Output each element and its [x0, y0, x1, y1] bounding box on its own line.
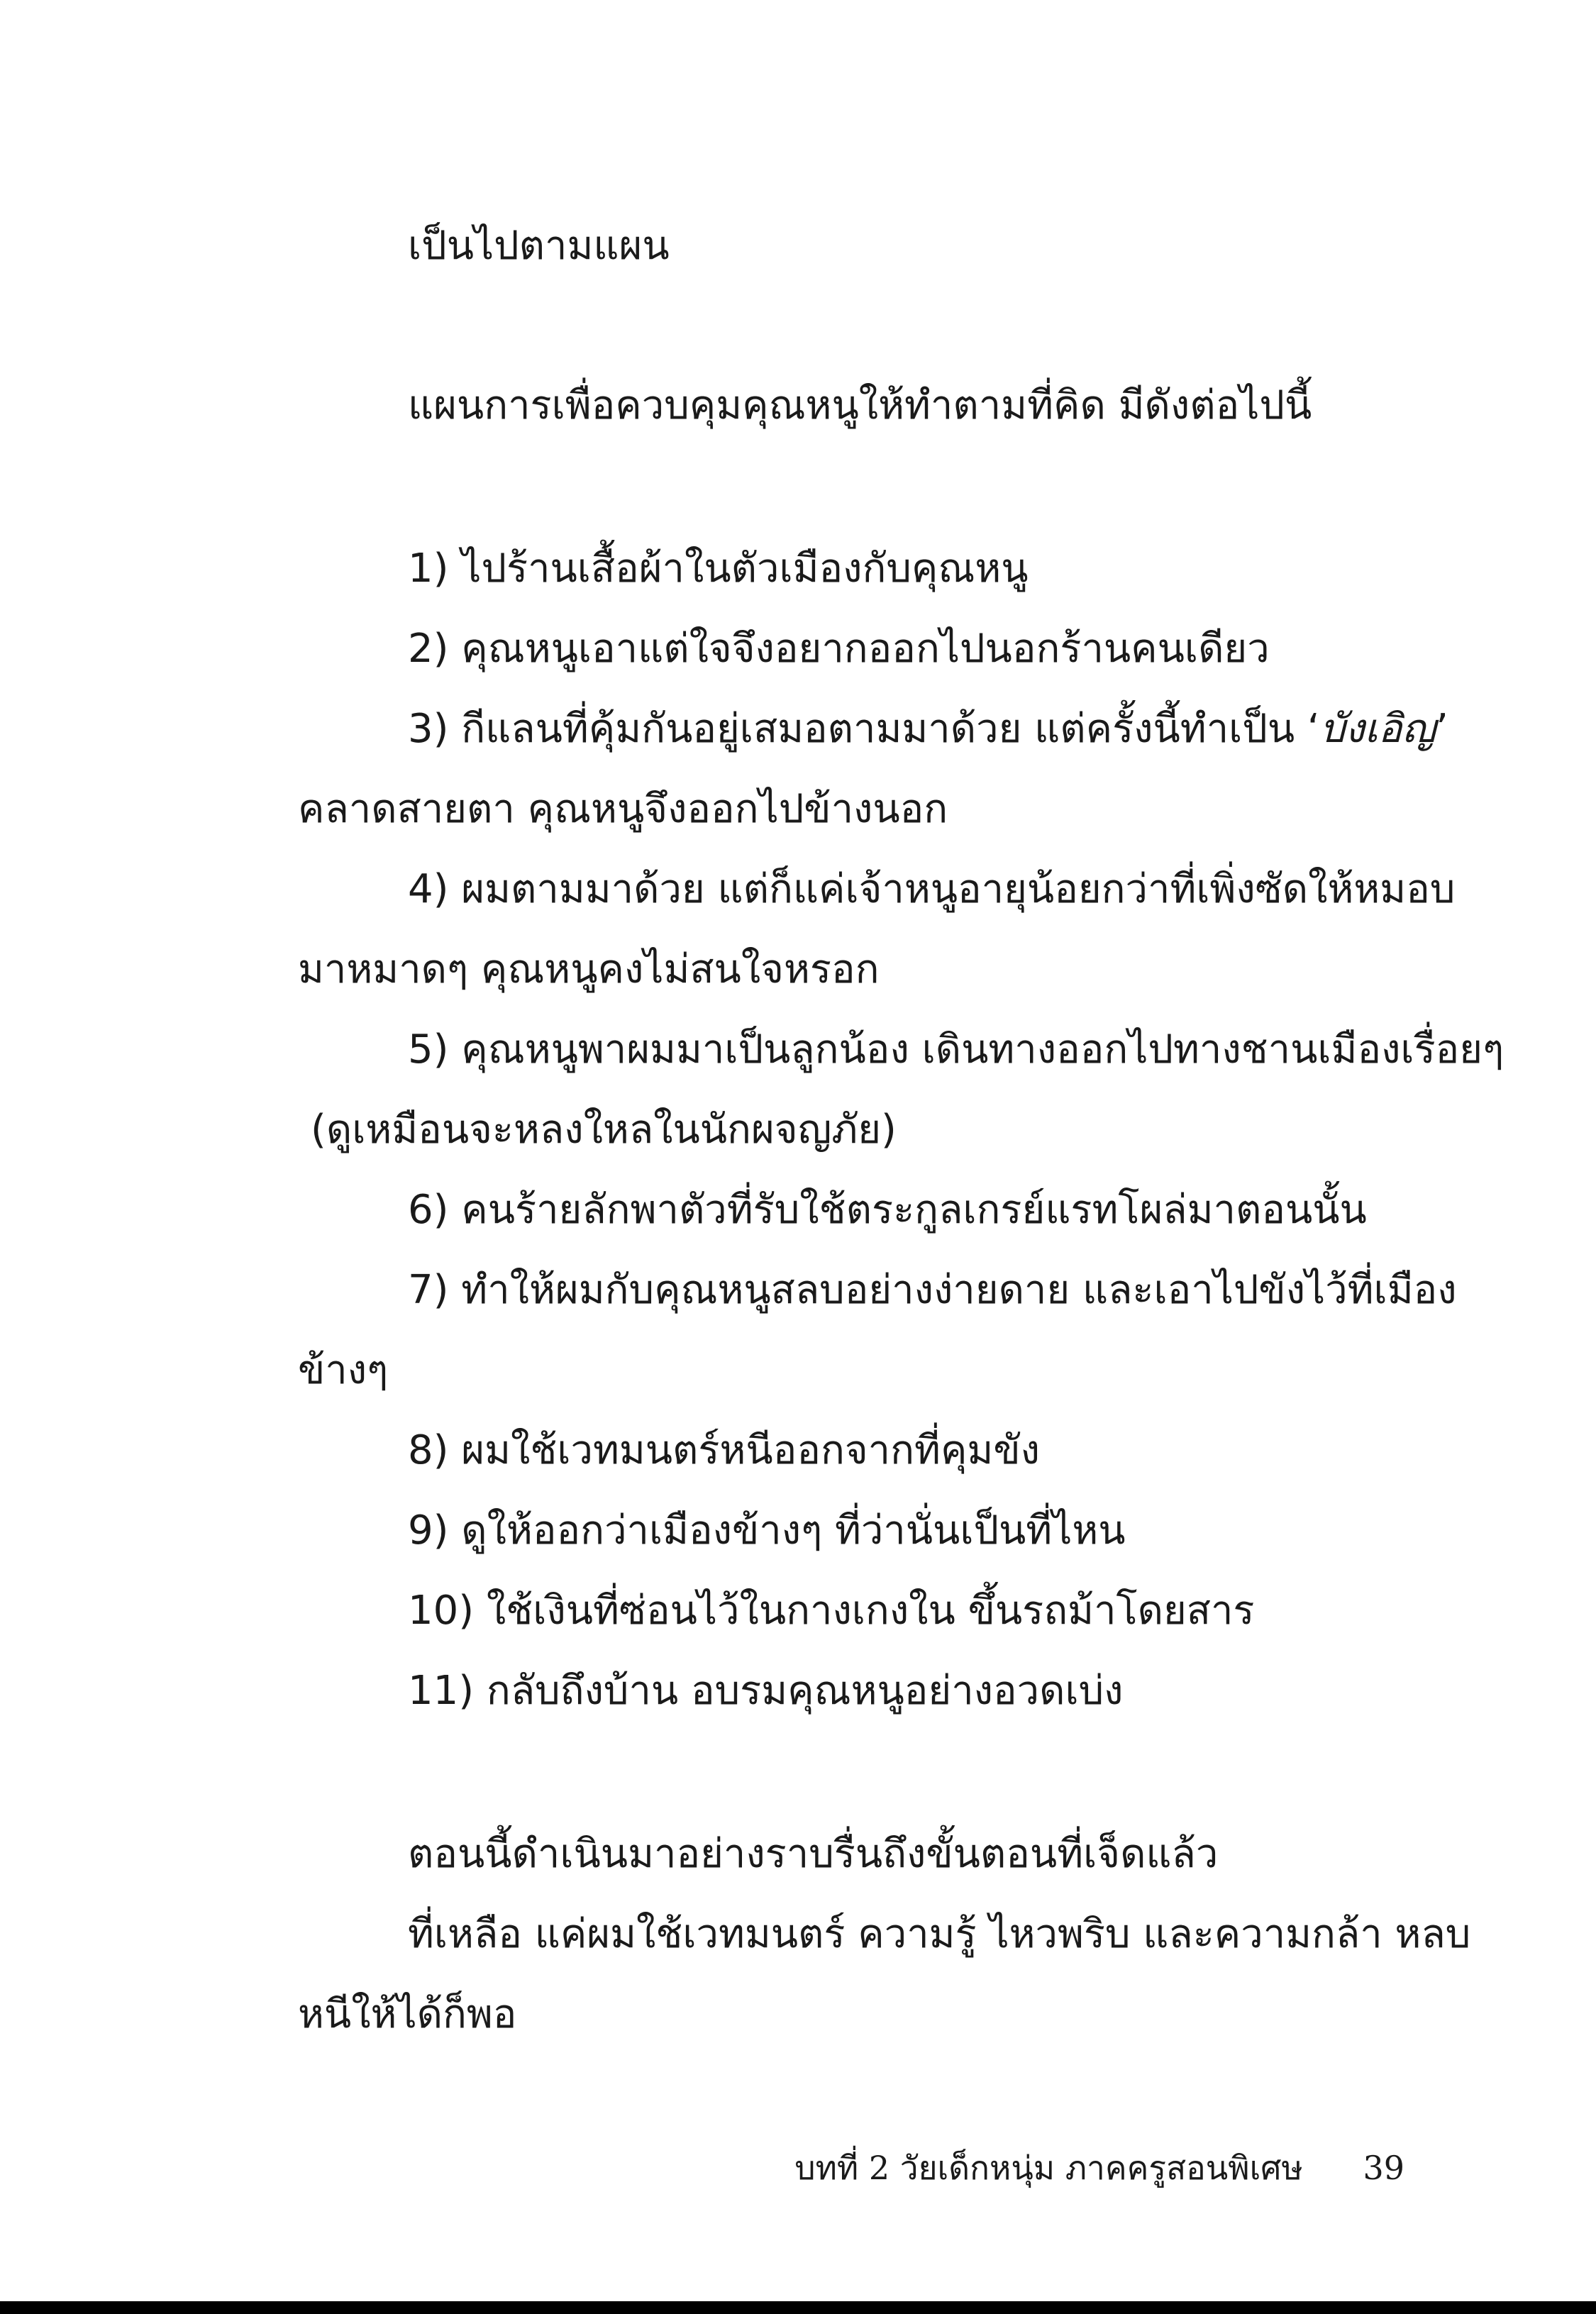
running-header-chapter: บทที่ 2 วัยเด็กหนุ่ม ภาคครูสอนพิเศษ: [794, 2149, 1303, 2187]
paragraph-line: ที่เหลือ แค่ผมใช้เวทมนตร์ ความรู้ ไหวพริบ และความกล้า หลบ: [408, 1911, 1471, 1957]
bottom-border: [0, 2301, 1596, 2314]
list-item: 11) กลับถึงบ้าน อบรมคุณหนูอย่างอวดเบ่ง: [408, 1668, 1124, 1714]
list-item-continuation: คลาดสายตา คุณหนูจึงออกไปข้างนอก: [298, 786, 948, 832]
list-item: 2) คุณหนูเอาแต่ใจจึงอยากออกไปนอกร้านคนเดียว: [408, 626, 1270, 672]
list-item: 9) ดูให้ออกว่าเมืองข้างๆ ที่ว่านั่นเป็นที่ไหน: [408, 1507, 1126, 1554]
paragraph-line: แผนการเพื่อควบคุมคุณหนูให้ทำตามที่คิด มีดังต่อไปนี้: [408, 382, 1312, 428]
list-item-continuation: มาหมาดๆ คุณหนูคงไม่สนใจหรอก: [298, 946, 880, 992]
list-item: 1) ไปร้านเสื้อผ้าในตัวเมืองกับคุณหนู: [408, 546, 1029, 592]
list-item: 4) ผมตามมาด้วย แต่ก็แค่เจ้าหนูอายุน้อยกว่าที่เพิ่งซัดให้หมอบ: [408, 866, 1456, 912]
paragraph-line: หนีให้ได้ก็พอ: [298, 1991, 517, 2037]
list-item: 10) ใช้เงินที่ซ่อนไว้ในกางเกงใน ขึ้นรถม้าโดยสาร: [408, 1588, 1255, 1634]
list-item: 6) คนร้ายลักพาตัวที่รับใช้ตระกูลเกรย์แรทโผล่มาตอนนั้น: [408, 1187, 1367, 1233]
list-item: 3) กีแลนที่คุ้มกันอยู่เสมอตามมาด้วย แต่ครั้งนี้ทำเป็น ‘บังเอิญ’: [408, 706, 1448, 752]
page-number: 39: [1363, 2149, 1404, 2187]
paragraph-line: ตอนนี้ดำเนินมาอย่างราบรื่นถึงขั้นตอนที่เจ็ดแล้ว: [408, 1831, 1219, 1877]
list-item-continuation: ข้างๆ: [298, 1347, 389, 1393]
page-footer: [794, 2142, 1404, 2194]
list-item: 7) ทำให้ผมกับคุณหนูสลบอย่างง่ายดาย และเอาไปขังไว้ที่เมือง: [408, 1267, 1457, 1313]
paragraph-line: เป็นไปตามแผน: [408, 223, 670, 269]
list-item: 8) ผมใช้เวทมนตร์หนีออกจากที่คุมขัง: [408, 1427, 1040, 1473]
emphasis-text: บังเอิญ: [1319, 706, 1436, 752]
list-item: 5) คุณหนูพาผมมาเป็นลูกน้อง เดินทางออกไปทางชานเมืองเรื่อยๆ: [408, 1026, 1504, 1073]
list-item-continuation: (ดูเหมือนจะหลงใหลในนักผจญภัย): [311, 1107, 897, 1153]
